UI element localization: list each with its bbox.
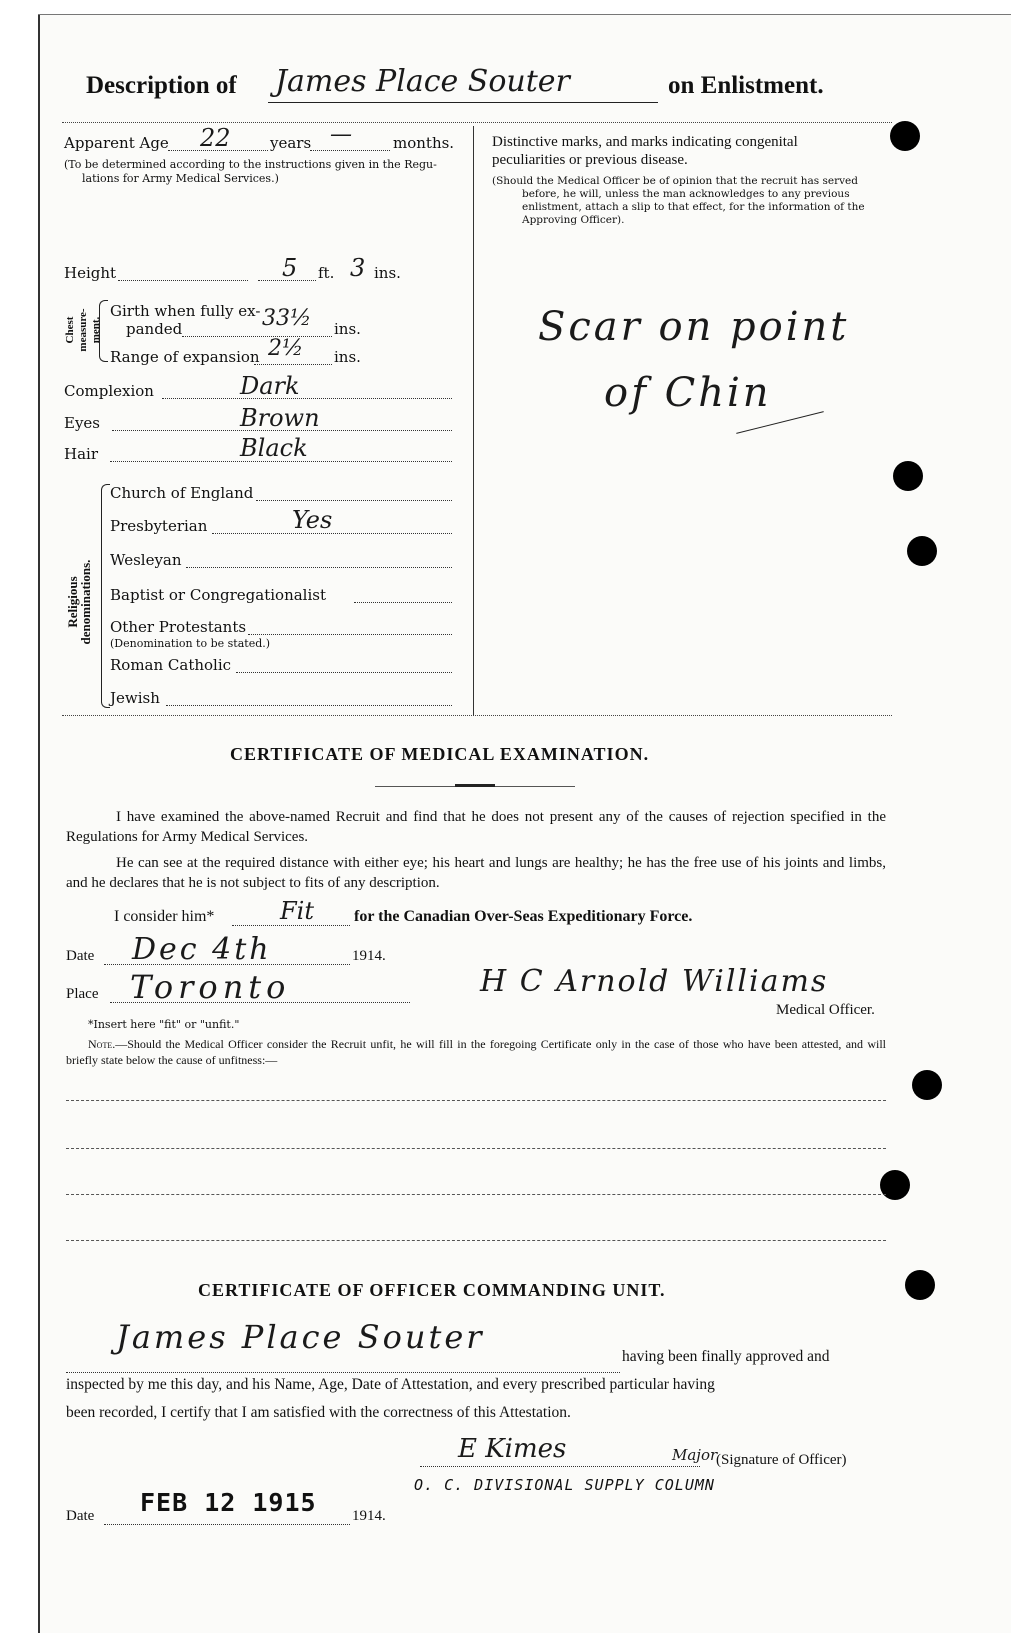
- punch-hole-5: [880, 1170, 910, 1200]
- range-label: Range of expansion: [110, 348, 260, 366]
- commanding-name-line: [66, 1372, 620, 1373]
- religion-other-protestants-label: Other Protestants: [110, 618, 247, 636]
- medical-note: [66, 1036, 886, 1068]
- marks-handwritten-line2: of Chin: [604, 370, 772, 416]
- commanding-signature-line: [420, 1466, 700, 1467]
- commanding-unit-typed: O. C. DIVISIONAL SUPPLY COLUMN: [414, 1476, 715, 1494]
- medical-heading-rule-thick: [455, 784, 495, 787]
- age-note-line1: (To be determined according to the instructions given in the Regu-: [64, 158, 437, 171]
- consider-line: [232, 925, 350, 926]
- punch-hole-6: [905, 1270, 935, 1300]
- commanding-signature-label: (Signature of Officer): [716, 1452, 847, 1468]
- commanding-name-handwritten: James Place Souter: [116, 1318, 485, 1356]
- religion-bracket: [101, 484, 110, 708]
- complexion-value: Dark: [240, 372, 300, 400]
- girth-label-line1: Girth when fully ex-: [110, 302, 261, 320]
- ft-label: ft.: [318, 264, 335, 282]
- medical-date-label: Date: [66, 948, 95, 964]
- religion-side-label: Religious denominations.: [65, 559, 93, 645]
- column-divider: [473, 126, 474, 716]
- consider-label: I consider him*: [114, 908, 215, 925]
- height-label: Height: [64, 264, 117, 282]
- force-text: for the Canadian Over-Seas Expeditionary Force.: [354, 908, 693, 925]
- punch-hole-2: [893, 461, 923, 491]
- medical-date-value: Dec 4th: [132, 932, 272, 967]
- medical-place-label: Place: [66, 986, 99, 1002]
- eyes-label: Eyes: [64, 414, 100, 432]
- height-ft-line: [258, 280, 316, 281]
- form-title-prefix: Description of: [86, 72, 237, 99]
- religion-roman-catholic-line: [236, 672, 452, 673]
- commanding-signature: E Kimes: [458, 1434, 567, 1464]
- commanding-date-label: Date: [66, 1508, 95, 1524]
- height-ins-label: ins.: [374, 264, 401, 282]
- note-text: —Should the Medical Officer consider the Recruit unfit, he will fill in the foregoing Certificate only in the case of those who have been attested, and will briefly state below the cause of unfitness:—: [66, 1037, 886, 1067]
- marks-note-line1: (Should the Medical Officer be of opinion that the recruit has served: [492, 175, 858, 187]
- religion-baptist-label: Baptist or Congregationalist: [110, 586, 326, 604]
- range-ins-label: ins.: [334, 348, 361, 366]
- religion-jewish-label: Jewish: [110, 689, 160, 707]
- girth-ins-label: ins.: [334, 320, 361, 338]
- religion-church-of-england-label: Church of England: [110, 484, 254, 502]
- range-value: 2½: [268, 336, 304, 361]
- height-ins-value: 3: [350, 254, 366, 282]
- marks-note-line4: Approving Officer).: [522, 214, 625, 226]
- top-rule: [62, 122, 892, 123]
- consider-value: Fit: [280, 897, 314, 925]
- religion-presbyterian-label: Presbyterian: [110, 517, 208, 535]
- religion-baptist-line: [354, 602, 452, 603]
- height-ft-value: 5: [282, 254, 298, 282]
- religion-wesleyan-line: [186, 567, 452, 568]
- section-bottom-rule: [62, 715, 892, 716]
- commanding-year-text: 1914.: [352, 1508, 386, 1524]
- marks-handwritten-line1: Scar on point: [538, 304, 850, 350]
- medical-date-line: [104, 964, 350, 965]
- recruit-name-handwritten: James Place Souter: [275, 64, 570, 99]
- insert-note: *Insert here "fit" or "unfit.": [88, 1018, 240, 1031]
- commanding-line1-tail: having been finally approved and: [622, 1348, 830, 1365]
- scan-border-left: [0, 0, 40, 1633]
- religion-presbyterian-value: Yes: [292, 506, 333, 534]
- unfitness-line-2: [66, 1148, 886, 1149]
- religion-other-note: (Denomination to be stated.): [110, 637, 271, 650]
- commanding-line3: been recorded, I certify that I am satisfied with the correctness of this Attestation.: [66, 1404, 571, 1421]
- religion-jewish-line: [166, 705, 452, 706]
- age-note-line2: lations for Army Medical Services.): [82, 172, 279, 185]
- hair-value: Black: [240, 434, 308, 462]
- medical-para2: He can see at the required distance with either eye; his heart and lungs are healthy; he has the free use of his joints and limbs, and he declares that he is not subject to fits of any description.: [66, 855, 886, 891]
- medical-para1: I have examined the above-named Recruit and find that he does not present any of the causes of rejection specified in the Regulations for Army Medical Services.: [66, 809, 886, 845]
- months-label: months.: [393, 134, 455, 152]
- unfitness-line-4: [66, 1240, 886, 1241]
- medical-officer-signature: H C Arnold Williams: [480, 964, 829, 999]
- punch-hole-4: [912, 1070, 942, 1100]
- scan-border-top: [38, 0, 1011, 15]
- commanding-cert-heading: CERTIFICATE OF OFFICER COMMANDING UNIT.: [198, 1280, 666, 1300]
- medical-year-text: 1914.: [352, 948, 386, 964]
- girth-value: 33½: [262, 306, 312, 331]
- girth-dot-line: [182, 336, 332, 337]
- medical-place-value: Toronto: [130, 968, 291, 1006]
- marks-heading-line2: peculiarities or previous disease.: [492, 152, 688, 168]
- title-name-line: [268, 102, 658, 103]
- marks-note-line2: before, he will, unless the man acknowledges to any previous: [522, 188, 850, 200]
- age-months-value: —: [330, 122, 352, 147]
- medical-place-line: [110, 1002, 410, 1003]
- punch-hole-1: [890, 121, 920, 151]
- medical-cert-heading: CERTIFICATE OF MEDICAL EXAMINATION.: [230, 744, 650, 764]
- age-years-line: [168, 150, 268, 151]
- apparent-age-label: Apparent Age: [64, 134, 169, 152]
- marks-note-line3: enlistment, attach a slip to that effect, for the information of the: [522, 201, 865, 213]
- punch-hole-3: [907, 536, 937, 566]
- complexion-line: [162, 398, 452, 399]
- chest-bracket: [99, 300, 108, 362]
- commanding-date-stamp: FEB 12 1915: [140, 1488, 317, 1517]
- chest-measurement-side-label: Chest measure- ment.: [64, 308, 102, 352]
- commanding-date-line: [104, 1524, 350, 1525]
- unfitness-line-3: [66, 1194, 886, 1195]
- height-dot-line: [118, 280, 248, 281]
- girth-label-line2: panded: [126, 320, 183, 338]
- commanding-line2: inspected by me this day, and his Name, Age, Date of Attestation, and every prescribed particular having: [66, 1376, 715, 1393]
- religion-church-of-england-line: [256, 500, 452, 501]
- commanding-rank: Major: [672, 1446, 718, 1464]
- form-title-suffix: on Enlistment.: [668, 72, 824, 99]
- age-years-value: 22: [200, 124, 231, 152]
- marks-heading-line1: Distinctive marks, and marks indicating congenital: [492, 134, 798, 150]
- eyes-value: Brown: [240, 404, 320, 432]
- hair-label: Hair: [64, 445, 98, 463]
- religion-roman-catholic-label: Roman Catholic: [110, 656, 232, 674]
- age-months-line: [310, 150, 390, 151]
- note-label: Note.: [88, 1037, 116, 1051]
- unfitness-line-1: [66, 1100, 886, 1101]
- complexion-label: Complexion: [64, 382, 154, 400]
- years-label: years: [270, 134, 312, 152]
- range-dot-line: [254, 364, 332, 365]
- religion-wesleyan-label: Wesleyan: [110, 551, 182, 569]
- medical-officer-label: Medical Officer.: [776, 1002, 875, 1018]
- religion-other-protestants-line: [248, 634, 452, 635]
